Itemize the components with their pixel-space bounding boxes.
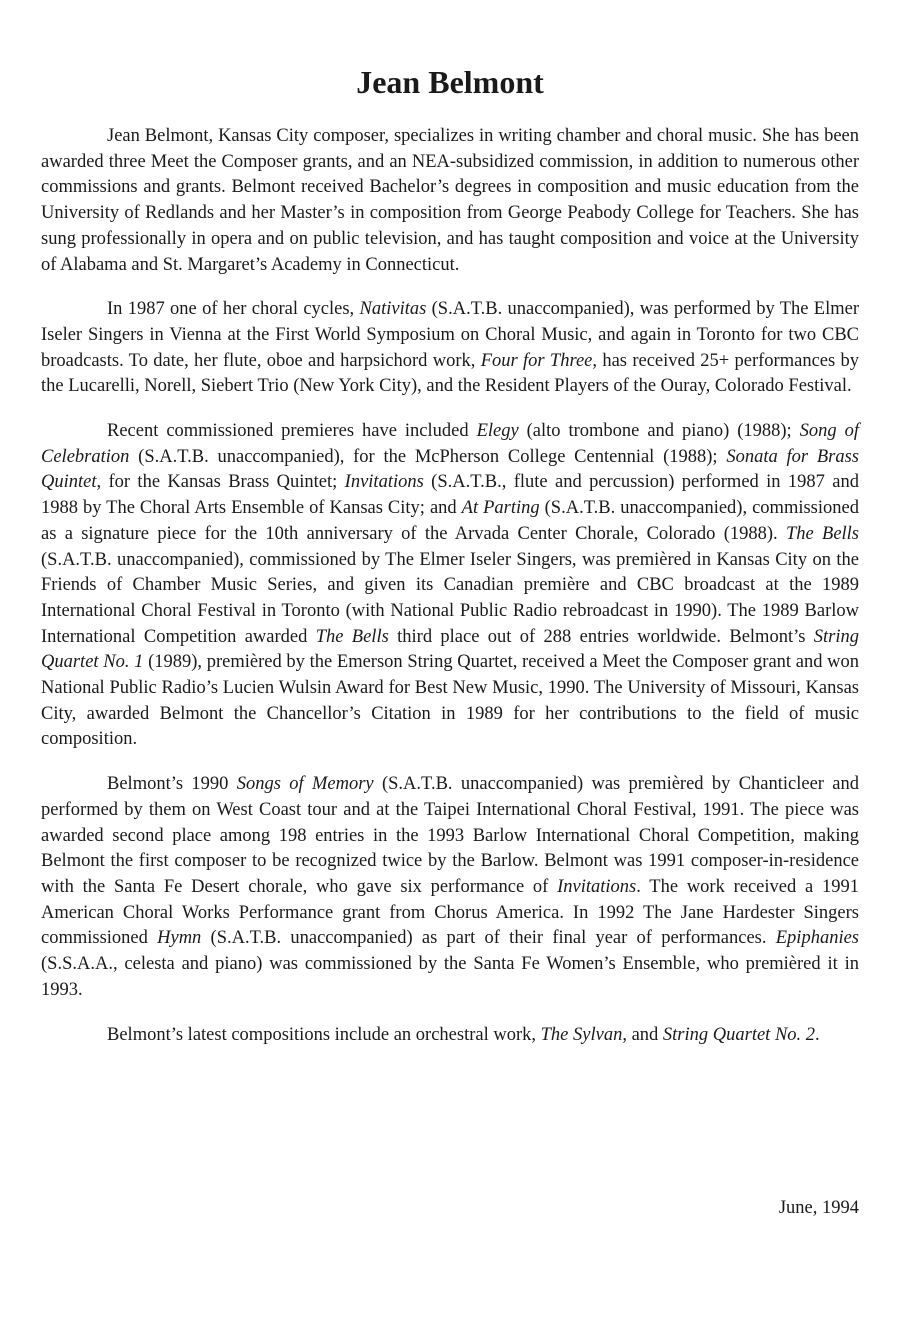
italic-title-text: The Sylvan [540,1024,623,1045]
italic-title-text: Invitations [557,876,637,897]
italic-title-text: At Parting [461,498,540,519]
biography-body [41,124,859,1067]
page-title: Jean Belmont [356,64,544,100]
paragraph-text: third place out of 288 entries worldwide. Belmont’s [388,626,814,647]
paragraph-text: Belmont’s 1990 [107,774,237,795]
paragraph-text: In 1987 one of her choral cycles, [107,299,360,320]
paragraph-text: (S.A.T.B. unaccompanied), was performed by The Elmer Iseler Singers in Vienna at the First World Symposium on Choral Music, and again in Toronto for two CBC broadcasts. To date, her flute, oboe and harpsichord work, [41,299,859,371]
paragraph [41,124,859,278]
paragraph-text: (alto trombone and piano) (1988); [518,421,800,442]
italic-title-text: String Quartet No. 1 [41,626,859,673]
paragraph-text: . [815,1024,820,1045]
paragraph [41,1023,859,1049]
italic-title-text: The Bells [785,523,860,544]
paragraph-text: (S.A.T.B. unaccompanied), for the McPherson College Centennial (1988); [129,446,727,467]
paragraph-text: (S.A.T.B. unaccompanied) as part of their final year of performances. [201,928,776,949]
paragraph-text: Recent commissioned premieres have included [107,421,477,442]
paragraph [41,297,859,400]
paragraph-text: , for the Kansas Brass Quintet; [96,472,345,493]
paragraph [41,772,859,1003]
italic-title-text: Sonata for Brass Quintet [41,446,859,493]
paragraph-text: (S.A.T.B. unaccompanied) was premièred by Chanticleer and performed by them on West Coast tour and at the Taipei International Choral Festival, 1991. The piece was awarded second place among 198 entries in the 1993 Barlow International Choral Competition, making Belmont the first composer to be recognized twice by the Barlow. Belmont was 1991 composer-in-residence with the Santa Fe Desert chorale, who gave six performance of [41,774,860,897]
paragraph-text: Belmont’s latest compositions include an orchestral work, [107,1024,541,1045]
italic-title-text: Nativitas [359,299,427,320]
paragraph [41,419,859,753]
italic-title-text: The Bells [315,626,389,647]
paragraph-text: (S.A.T.B. unaccompanied), commissioned by The Elmer Iseler Singers, was premièred in Kansas City on the Friends of Chamber Music Series, and given its Canadian première and CBC broadcast at the 1989 International Choral Festival in Toronto (with National Public Radio rebroadcast in 1990). The 1989 Barlow International Competition awarded [41,549,859,647]
paragraph-text: (S.A.T.B. unaccompanied), commissioned as a signature piece for the 10th anniversary of the Arvada Center Chorale, Colorado (1988). [41,498,859,544]
italic-title-text: Elegy [476,421,519,442]
italic-title-text: Song of Celebration [41,421,859,467]
italic-title-text: Four for Three [480,350,593,371]
paragraph-text: , has received 25+ performances by the Lucarelli, Norell, Siebert Trio (New York City), and the Resident Players of the Ouray, Colorado Festival. [41,350,860,397]
document-date: June, 1994 [778,1198,859,1218]
paragraph-text: (1989), premièred by the Emerson String Quartet, received a Meet the Composer grant and won National Public Radio’s Lucien Wulsin Award for Best New Music, 1990. The University of Missouri, Kansas City, awarded Belmont the Chancellor’s Citation in 1989 for her contributions to the field of music composition. [41,652,859,750]
paragraph-text: (S.S.A.A., celesta and piano) was commissioned by the Santa Fe Women’s Ensemble, who premièred it in 1993. [41,954,859,1000]
paragraph-text: . The work received a 1991 American Choral Works Performance grant from Chorus America. In 1992 The Jane Hardester Singers commissioned [41,876,859,949]
paragraph-text: , and [622,1024,663,1045]
italic-title-text: String Quartet No. 2 [662,1024,816,1045]
paragraph-text: Jean Belmont, Kansas City composer, specializes in writing chamber and choral music. She has been awarded three Meet the Composer grants, and an NEA-subsidized commission, in addition to numerous other commissions and grants. Belmont received Bachelor’s degrees in composition and music education from the University of Redlands and her Master’s in composition from George Peabody College for Teachers. She has sung professionally in opera and on public television, and has taught composition and voice at the University of Alabama and St. Margaret’s Academy in Connecticut. [41,126,859,275]
italic-title-text: Epiphanies [775,928,859,949]
italic-title-text: Invitations [344,472,424,493]
italic-title-text: Hymn [157,928,202,949]
italic-title-text: Songs of Memory [236,774,374,795]
paragraph-text: (S.A.T.B., flute and percussion) performed in 1987 and 1988 by The Choral Arts Ensemble of Kansas City; and [41,472,859,519]
